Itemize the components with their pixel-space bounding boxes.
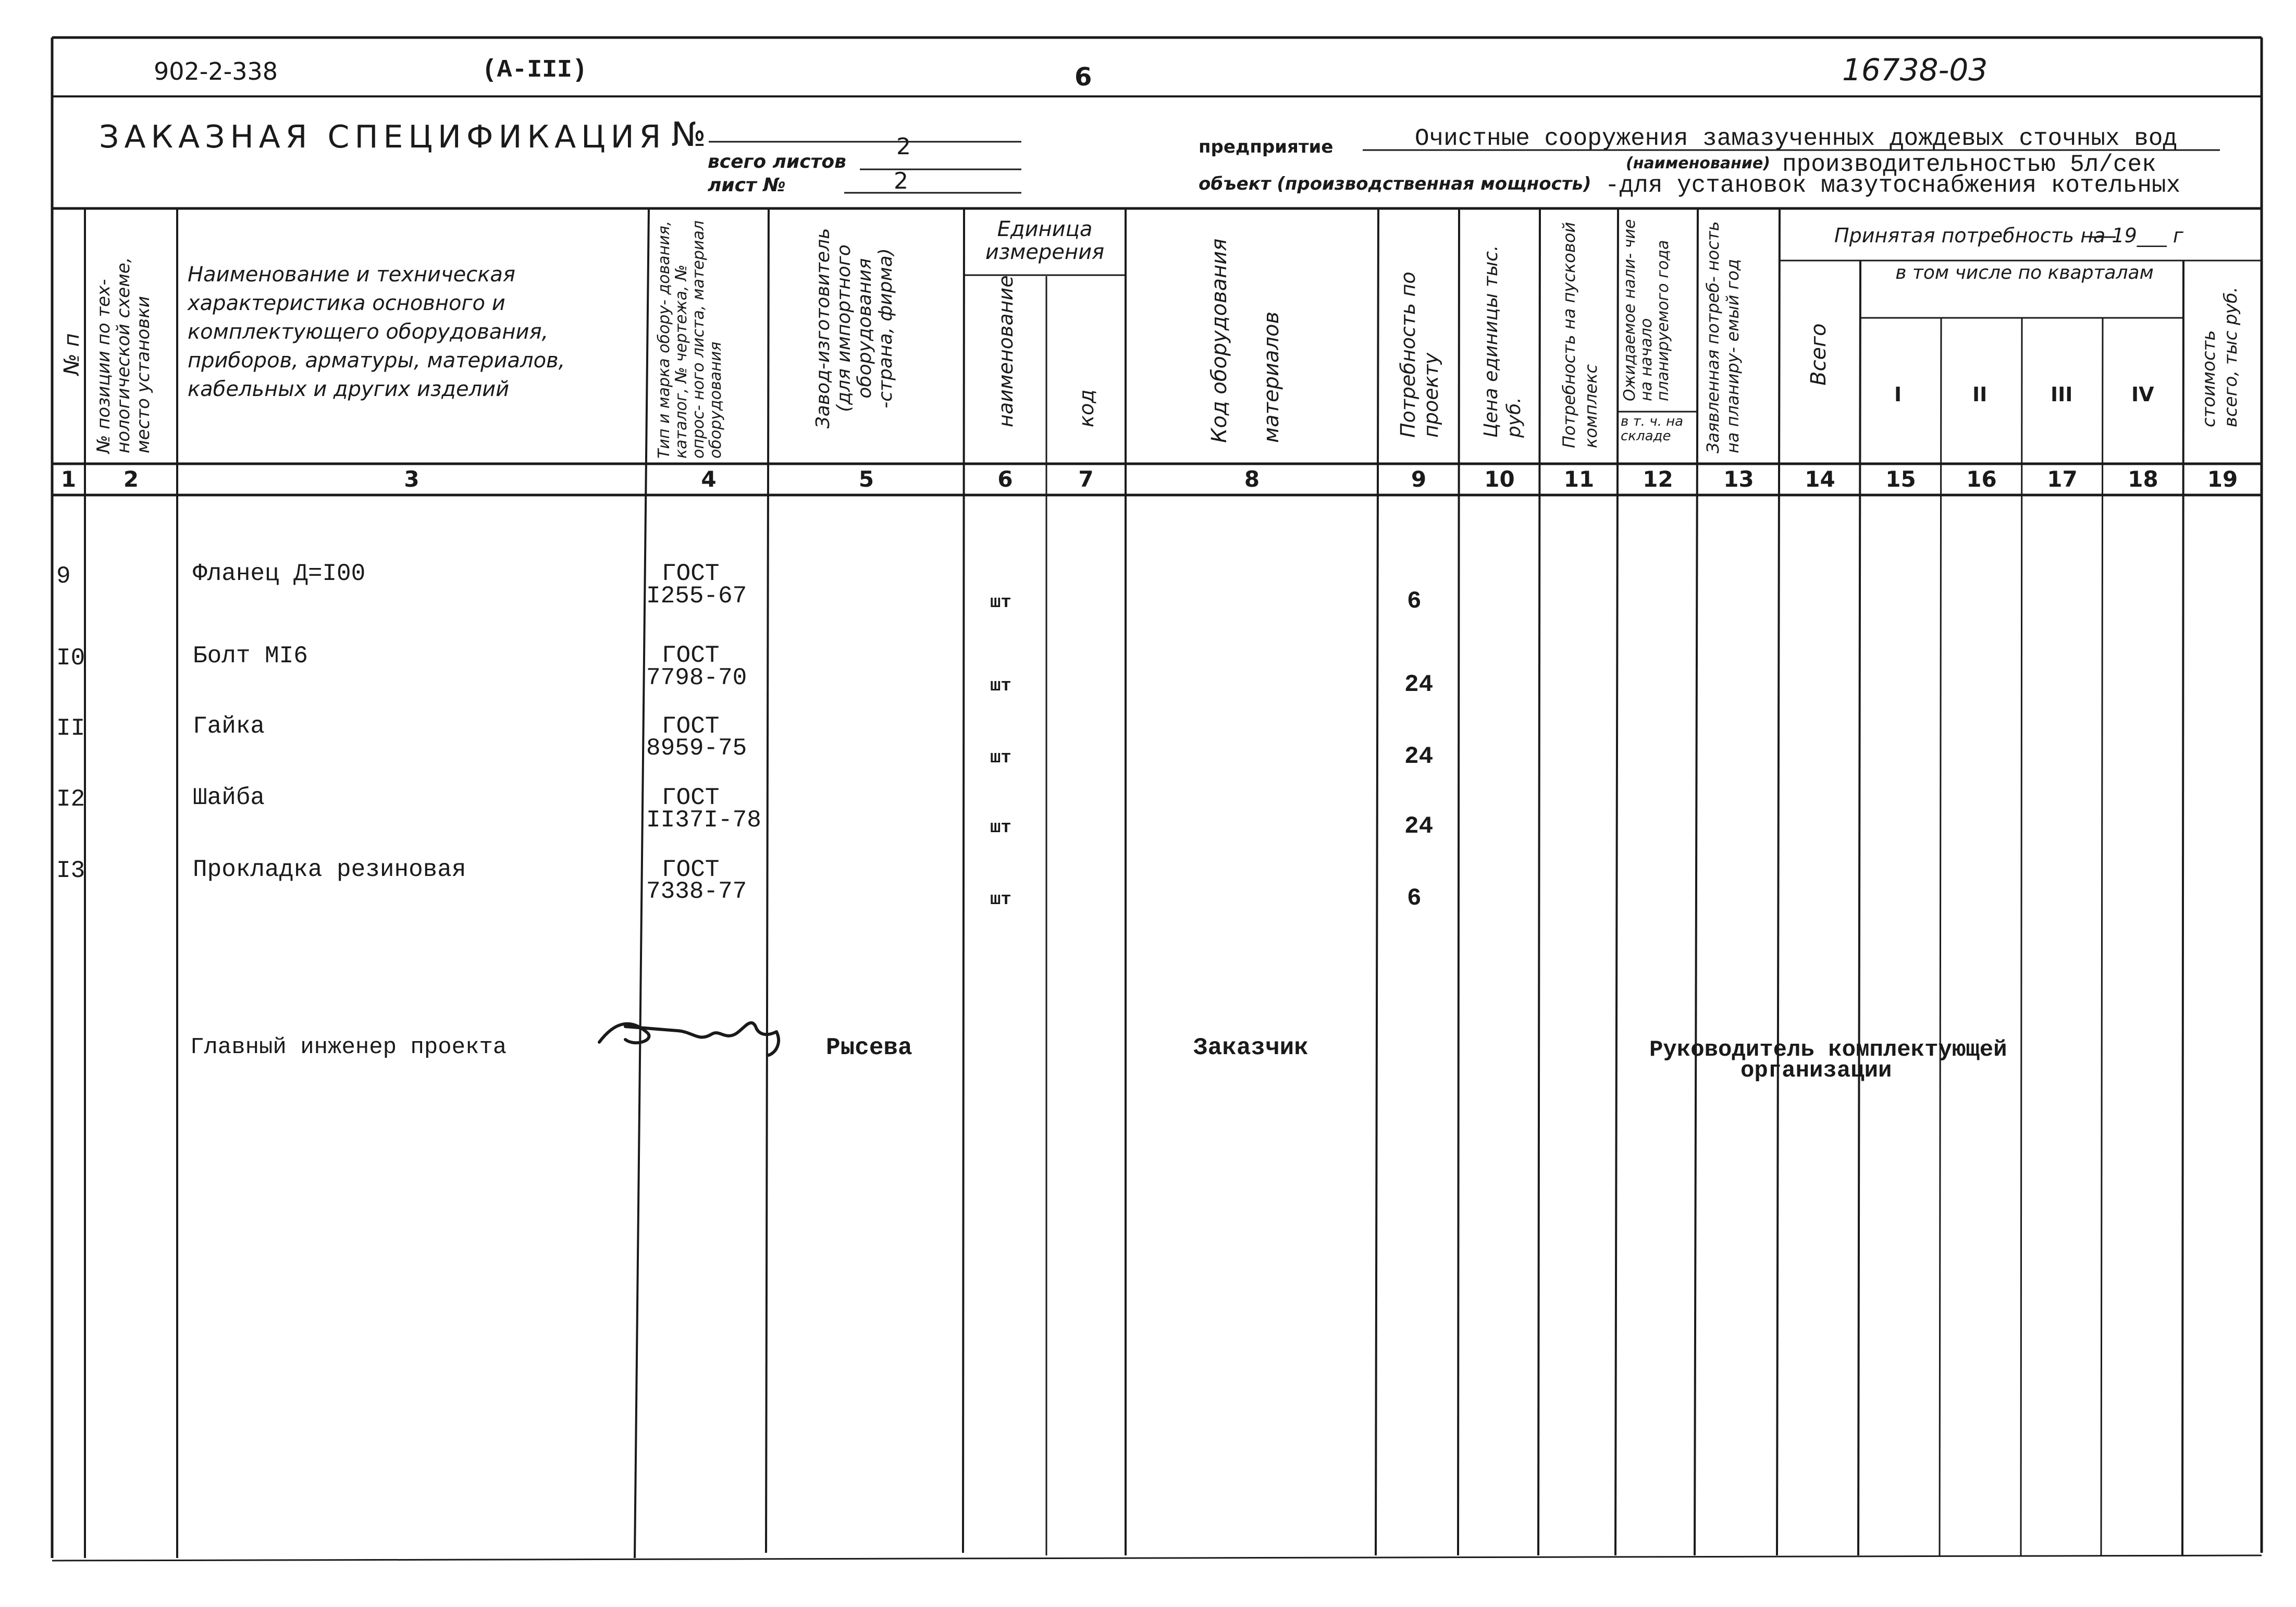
album-code: (А-III) (482, 56, 587, 84)
quarters-group-header: в том числе по кварталам (1895, 262, 2154, 283)
col-number: 5 (858, 466, 874, 492)
col17-header: III (2051, 383, 2073, 406)
item-name: Болт МI6 (193, 642, 308, 670)
col-number: 17 (2047, 466, 2078, 492)
col-number: 2 (123, 466, 139, 492)
item-unit: шт (990, 890, 1011, 910)
enterprise-sub-label: (наименование) (1626, 154, 1770, 172)
col-number: 4 (701, 466, 717, 492)
col-number: 9 (1411, 466, 1427, 492)
supplier-label-line1: Руководитель комплектующей (1649, 1037, 2007, 1063)
item-standard-number: I255-67 (646, 583, 747, 610)
col14-header: Всего (1807, 323, 1831, 386)
item-standard-number: 8959-75 (646, 735, 747, 762)
item-standard-number: II37I-78 (646, 807, 761, 834)
row-number: 9 (56, 563, 71, 590)
sheet-label: лист № (708, 175, 786, 196)
enterprise-value-2: производительностью 5л/сек (1782, 151, 2156, 178)
doc-code: 902-2-338 (154, 57, 278, 85)
col-number: 19 (2207, 466, 2238, 492)
col-number: 8 (1244, 466, 1260, 492)
accepted-group-header: Принятая потребность на 19___ г (1834, 224, 2183, 247)
item-quantity: 6 (1407, 885, 1422, 912)
item-standard-number: 7798-70 (646, 664, 747, 691)
item-unit: шт (990, 818, 1011, 838)
item-standard: ГОСТ (662, 560, 720, 587)
col9-header: Потребность по проекту (1397, 271, 1442, 438)
row-number: I2 (56, 786, 85, 813)
object-label: объект (производственная мощность) (1199, 174, 1591, 194)
col19-header: стоимость всего, тыс руб. (2199, 287, 2241, 427)
spec-title: ЗАКАЗНАЯ СПЕЦИФИКАЦИЯ (99, 119, 666, 155)
col2-header: № позиции по тех- нологической схеме, место установки (93, 257, 154, 453)
sheet-value: 2 (894, 168, 908, 194)
chief-engineer-name: Рысева (826, 1034, 912, 1061)
item-quantity: 24 (1404, 671, 1434, 698)
col7-header: код (1075, 389, 1098, 427)
item-standard: ГОСТ (662, 713, 720, 740)
col16-header: II (1972, 383, 1988, 406)
col-number: 15 (1885, 466, 1916, 492)
col12b-header: в т. ч. на складе (1621, 414, 1684, 444)
enterprise-value: Очистные сооружения замазученных дождевых сточных вод (1415, 125, 2178, 152)
chief-engineer-label: Главный инженер проекта (190, 1034, 507, 1060)
item-name: Прокладка резиновая (193, 856, 466, 883)
col13-header: Заявленная потреб- ность на планиру- емый год (1703, 221, 1743, 453)
item-quantity: 6 (1407, 588, 1422, 615)
spec-number-label: № (671, 116, 706, 154)
item-unit: шт (990, 593, 1011, 613)
item-unit: шт (990, 676, 1011, 696)
item-quantity: 24 (1404, 743, 1434, 770)
col11-header: Потребность на пусковой комплекс (1559, 221, 1601, 448)
col15-header: I (1894, 383, 1902, 406)
item-unit: шт (990, 748, 1011, 768)
col1-header: № п (60, 333, 84, 375)
col-number: 3 (404, 466, 419, 492)
row-number: I3 (56, 857, 85, 884)
col6-header: наименование (994, 275, 1017, 427)
page-number: 6 (1075, 63, 1092, 92)
col-number: 14 (1805, 466, 1835, 492)
total-sheets-value: 2 (896, 133, 911, 160)
unit-group-header: Единица измерения (985, 217, 1105, 264)
item-standard-number: 7338-77 (646, 878, 747, 905)
col-number: 10 (1484, 466, 1515, 492)
item-standard: ГОСТ (662, 856, 720, 883)
item-name: Фланец Д=I00 (193, 560, 366, 587)
item-name: Шайба (193, 784, 265, 811)
signature-scribble (594, 1011, 792, 1058)
item-standard: ГОСТ (662, 642, 720, 669)
supplier-label-line2: организации (1740, 1058, 1892, 1084)
item-name: Гайка (193, 713, 265, 740)
col-number: 12 (1643, 466, 1673, 492)
customer-label: Заказчик (1193, 1034, 1309, 1061)
col-number: 6 (997, 466, 1013, 492)
col-number: 1 (60, 466, 77, 492)
col4-header: Тип и марка обору- дования, каталог, № чертежа, № опрос- ного листа, материал оборудования (655, 220, 725, 459)
item-standard: ГОСТ (662, 784, 720, 811)
col8-header: Код оборудования материалов (1207, 238, 1283, 443)
col10-header: Цена единицы тыс. руб. (1480, 245, 1525, 438)
col12-header: Ожидаемое нали- чие на начало планируемого года (1621, 219, 1672, 401)
row-number: I0 (56, 645, 85, 672)
row-number: II (56, 715, 85, 742)
sheet-code: 16738-03 (1842, 52, 1988, 88)
col-number: 13 (1723, 466, 1754, 492)
col5-header: Завод-изготовитель (для импортного оборудования -страна, фирма) (812, 228, 896, 429)
total-sheets-label: всего листов (708, 151, 846, 172)
col3-header: Наименование и техническая характеристика основного и комплектующего оборудования, приборов, арматуры, материалов, кабельных и других изделий (188, 263, 565, 401)
col-number: 16 (1966, 466, 1997, 492)
item-quantity: 24 (1404, 813, 1434, 840)
col-number: 7 (1078, 466, 1094, 492)
object-value: -для установок мазутоснабжения котельных (1605, 172, 2181, 199)
col18-header: IV (2131, 383, 2154, 406)
col-number: 11 (1563, 466, 1595, 492)
enterprise-label: предприятие (1199, 137, 1334, 157)
col-number: 18 (2128, 466, 2158, 492)
